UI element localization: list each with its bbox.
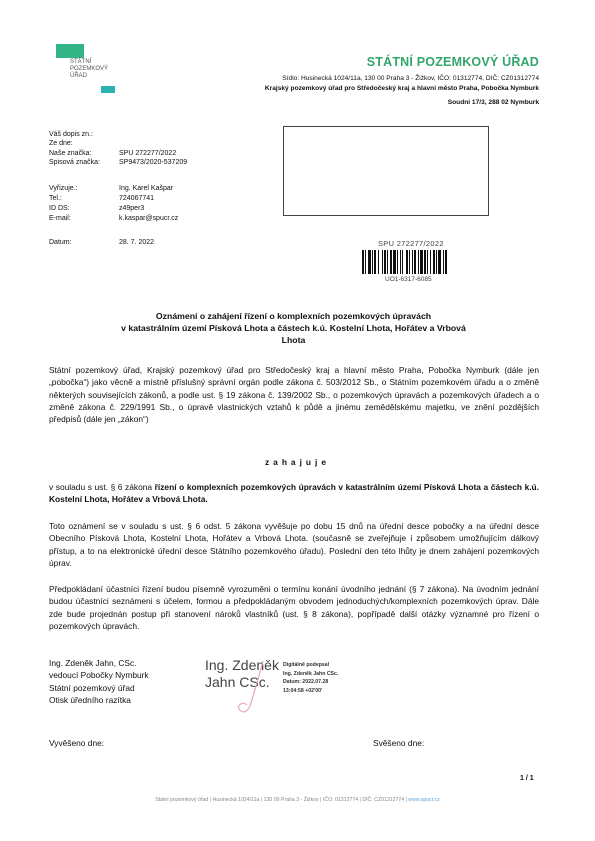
date-value: 28. 7. 2022: [119, 239, 155, 246]
logo-line: STÁTNÍ: [70, 59, 92, 65]
header-office: Krajský pozemkový úřad pro Středočeský kraj a hlavní město Praha, Pobočka Nymburk: [264, 85, 539, 92]
logo-square: [56, 44, 70, 58]
info-value: 724067741: [119, 195, 155, 202]
info-value: z49per3: [119, 205, 145, 212]
signature-name-line: Jahn CSc.: [205, 674, 270, 690]
paragraph-intro: Státní pozemkový úřad, Krajský pozemkový úřad pro Středočeský kraj a hlavní město Praha, Pobočka Nymburk (dále jen „pobočka“) jako věcně a místně příslušný správní orgán podle zákona č. 503/2012 Sb., o Státním pozemkovém úřadu a o změně některých souvisejících zákonů, a podle ust. § 19 zákona č. 139/2002 Sb., o pozemkových úpravách a pozemkových úřadech a o změně zákona č. 229/1991 Sb., o úpravě vlastnických vztahů k půdě a jinému zemědělskému majetku, ve znění pozdějších předpisů (dále jen „zákon“): [49, 365, 539, 425]
decision-bold-text: řízení o komplexních pozemkových úpravách v katastrálním území Písková Lhota a částech k.ú. Kostelní Lhota, Hořátev a Vrbová Lhota.: [49, 482, 539, 505]
info-label: ID DS:: [49, 205, 70, 212]
email-link[interactable]: k.kaspar@spucr.cz: [119, 215, 179, 222]
info-value: SPU 272277/2022: [119, 149, 177, 157]
document-heading: [45, 310, 542, 346]
header-office-address: Soudní 17/3, 288 02 Nymburk: [447, 99, 539, 106]
heading-line: Oznámení o zahájení řízení o komplexních pozemkových úpravách: [155, 311, 432, 321]
barcode-number: UO1-6317-6085: [385, 276, 432, 283]
signature-meta-line: 13:04:58 +02'00': [283, 687, 323, 694]
zahajuje-heading: zahajuje: [264, 457, 331, 467]
decision-text: v souladu s ust. § 6 zákona: [49, 482, 155, 492]
address-window: [283, 126, 489, 216]
info-label: E-mail:: [49, 215, 71, 222]
signatory-office: Státní pozemkový úřad: [49, 682, 135, 693]
signature-meta-line: Ing. Zdeněk Jahn CSc.: [283, 670, 339, 677]
digital-signature-details: [283, 661, 338, 695]
info-label: Ze dne:: [49, 140, 73, 148]
info-value: Ing. Karel Kašpar: [119, 185, 174, 192]
barcode-reference: SPU 272277/2022: [378, 239, 444, 248]
logo-line: POZEMKOVÝ: [70, 66, 109, 72]
signatory-block: [49, 657, 149, 706]
paragraph-publication: Toto oznámení se v souladu s ust. § 6 odst. 5 zákona vyvěšuje po dobu 15 dnů na úřední desce pobočky a na úřední desce Obecního Písková Lhota, Kostelní Lhota, Hořátev a Vrbová Lhota. (současně se zveřejňuje i způsobem umožňujícím dálkový přístup, a to na elektronické úřední desce Státního pozemkového úřadu). Poslední den této lhůty je dnem zahájení pozemkových úprav.: [49, 521, 539, 568]
signature-name-line: Ing. Zdeněk: [205, 657, 279, 673]
paragraph-participants: Předpokládaní účastníci řízení budou písemně vyrozuměni o termínu konání úvodního jednání (§ 7 zákona). Na úvodním jednání budou účastníci seznámeni s účelem, formou a předpokládaným obvodem jednoduchých/komplexních pozemkových úprav. Dále zde bude projednán postup při stanovení nároků vlastníků (ust. § 8 zákona), popřípadě další otázky významné pro řízení o pozemkových úpravách.: [49, 584, 539, 631]
paragraph-decision: [49, 481, 539, 506]
signatory-name: Ing. Zdeněk Jahn, CSc.: [49, 658, 137, 668]
barcode: [362, 250, 470, 274]
logo-text: [70, 59, 108, 80]
page-number: 1 / 1: [520, 775, 534, 782]
info-label: Vyřizuje.:: [49, 185, 78, 192]
info-label: Spisová značka:: [49, 158, 100, 166]
signatory-role: vedoucí Pobočky Nymburk: [49, 670, 149, 681]
header-address: Sídlo: Husinecká 1024/11a, 130 00 Praha 3 - Žižkov, IČO: 01312774, DIČ: CZ01312774: [282, 75, 539, 82]
footer-website-link[interactable]: www.spucr.cz: [408, 797, 440, 803]
logo-line: ÚŘAD: [70, 73, 88, 79]
heading-line: Lhota: [281, 335, 306, 345]
heading-line: v katastrálním území Písková Lhota a částech k.ú. Kostelní Lhota, Hořátev a Vrbová: [121, 323, 466, 333]
signature-meta-line: Digitálně podepsal: [283, 662, 330, 668]
signature-meta-line: Datum: 2022.07.28: [283, 679, 329, 686]
logo-square: [101, 86, 115, 93]
posted-date-label: Vyvěšeno dne:: [49, 738, 105, 748]
removed-date-label: Svěšeno dne:: [373, 738, 425, 748]
footer-text: Státní pozemkový úřad | Husinecká 1024/11a | 130 00 Praha 3 - Žižkov | IČO: 01312774 | DIČ: CZ01312774 |: [155, 797, 409, 803]
info-value: SP9473/2020-537209: [119, 158, 188, 166]
info-label: Váš dopis zn.:: [49, 131, 93, 138]
stamp-label: Otisk úředního razítka: [49, 694, 131, 705]
info-label: Naše značka:: [49, 149, 92, 157]
footer: [0, 797, 595, 803]
info-label: Tel.:: [49, 195, 62, 202]
logo-square: [70, 44, 84, 58]
signature-stroke: [233, 659, 279, 717]
date-label: Datum:: [49, 239, 72, 246]
organization-title: STÁTNÍ POZEMKOVÝ ÚŘAD: [366, 55, 539, 69]
